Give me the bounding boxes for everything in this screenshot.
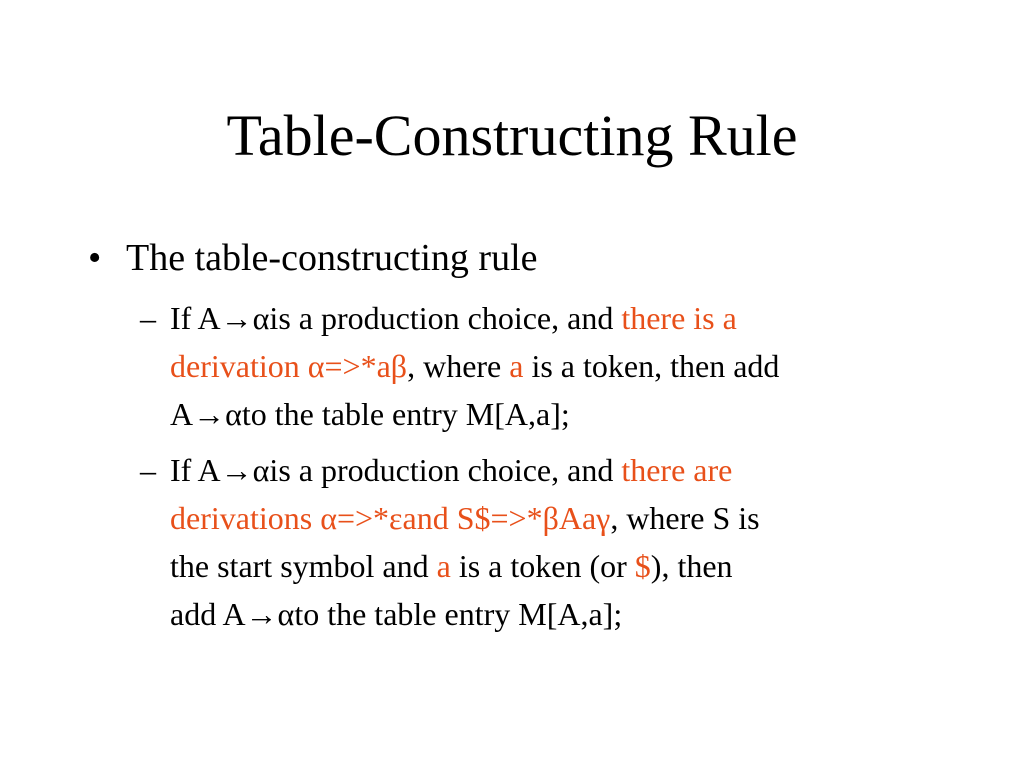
sub1-text-c: is a token, then add xyxy=(523,348,780,384)
sub-bullet-2 xyxy=(140,446,940,638)
sub1-text-d: A→αto the table entry M[A,a]; xyxy=(170,396,570,432)
bullet-item xyxy=(88,234,538,282)
sub2-highlight-b: derivations α=>*εand S$=>*βAaγ xyxy=(170,500,611,536)
sub-bullet-marker: – xyxy=(140,452,156,488)
sub-bullet-2-line-3 xyxy=(140,542,940,590)
sub2-text-f: add A→αto the table entry M[A,a]; xyxy=(170,596,623,632)
sub2-text-e: ), then xyxy=(650,548,733,584)
sub-bullet-1-line-2 xyxy=(140,342,940,390)
sub-bullet-1-line-3 xyxy=(140,390,940,438)
sub1-highlight-a: there is a xyxy=(621,300,737,336)
sub2-text-a: If A→αis a production choice, and xyxy=(170,452,622,488)
sub1-highlight-c: a xyxy=(509,348,524,384)
sub1-text-b: , where xyxy=(407,348,510,384)
sub1-text-a: If A→αis a production choice, and xyxy=(170,300,622,336)
slide-title: Table-Constructing Rule xyxy=(226,103,798,168)
sub2-highlight-d: $ xyxy=(634,548,651,584)
sub-bullet-marker: – xyxy=(140,300,156,336)
sub2-text-c: the start symbol and xyxy=(170,548,437,584)
sub-bullet-2-line-2 xyxy=(140,494,940,542)
sub2-text-b: , where S is xyxy=(610,500,760,536)
sub-bullet-1 xyxy=(140,294,940,438)
sub2-text-d: is a token (or xyxy=(450,548,635,584)
sub1-highlight-b: derivation α=>*aβ xyxy=(170,348,408,384)
sub-bullet-1-line-1 xyxy=(140,294,940,342)
bullet-marker: • xyxy=(88,237,102,279)
sub-bullet-2-line-1 xyxy=(140,446,940,494)
sub-bullet-2-line-4 xyxy=(140,590,940,638)
sub2-highlight-c: a xyxy=(436,548,451,584)
sub2-highlight-a: there are xyxy=(621,452,733,488)
bullet-text: The table-constructing rule xyxy=(126,237,538,279)
